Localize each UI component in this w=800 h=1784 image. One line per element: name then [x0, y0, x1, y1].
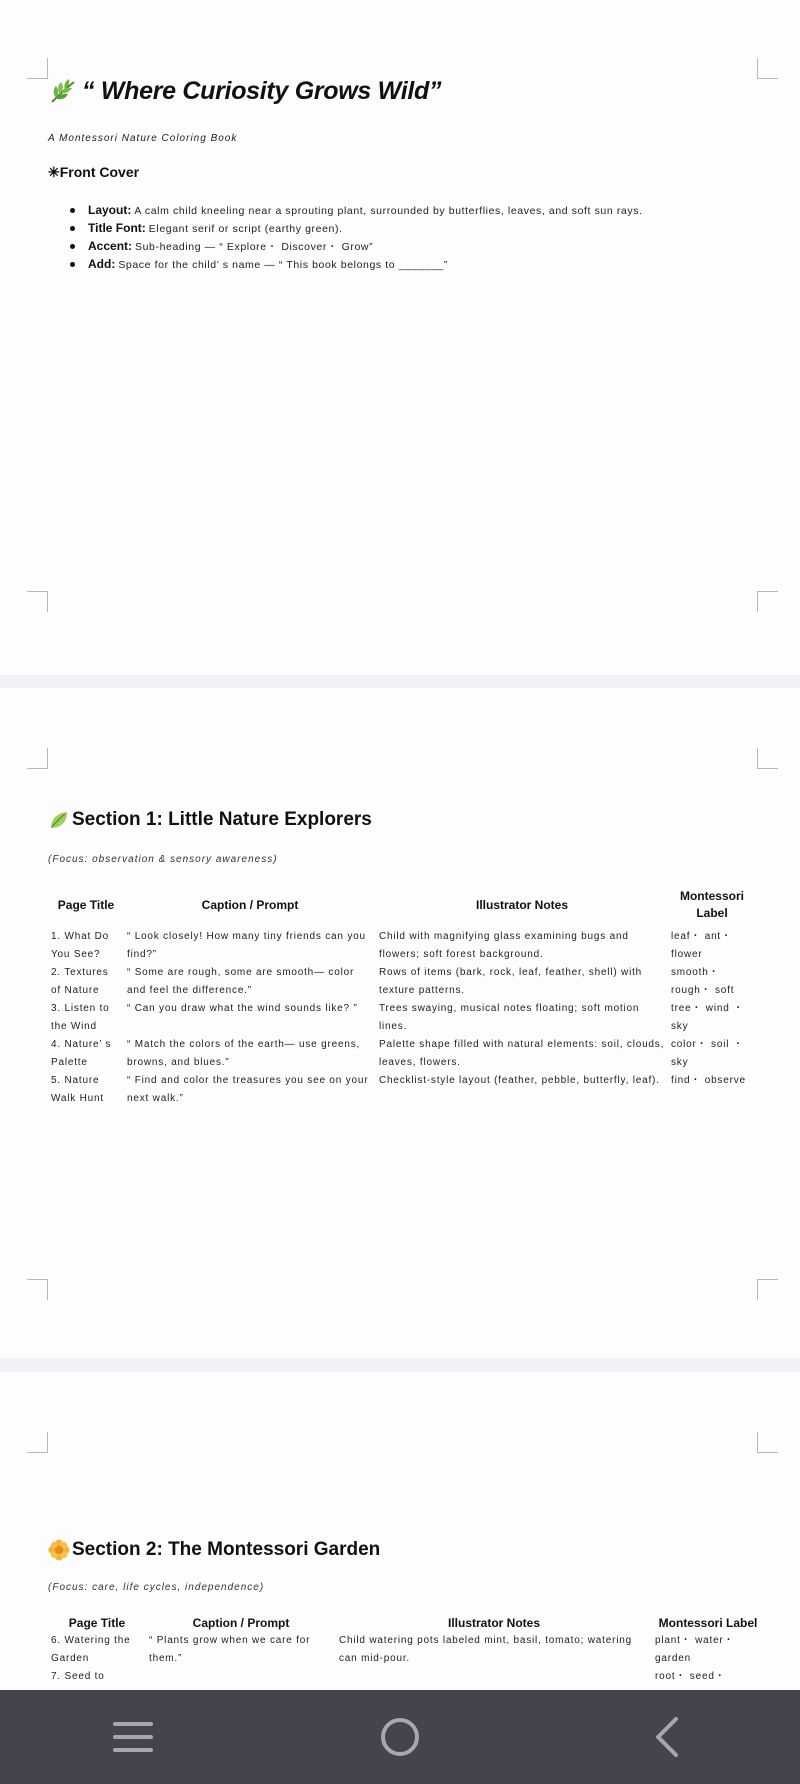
home-icon [378, 1715, 422, 1759]
margin-mark [27, 748, 48, 769]
table-cell: find・ observe [671, 1075, 746, 1086]
document-page-3 [0, 1372, 800, 1692]
table-cell: 3. Listen to the Wind [51, 1003, 110, 1032]
blossom-icon [48, 1539, 70, 1561]
list-item-key: Title Font: [88, 221, 146, 235]
table-row [48, 1072, 756, 1108]
list-item-text: A calm child kneeling near a sprouting plant, surrounded by butterflies, leaves, and soft sun rays. [134, 205, 643, 217]
table-cell: root・ seed・ [655, 1671, 726, 1682]
table-row [48, 1000, 756, 1036]
margin-mark [757, 1432, 778, 1453]
table-cell: 7. Seed to [51, 1671, 105, 1682]
document-page-1 [0, 0, 800, 675]
column-header: Illustrator Notes [475, 897, 568, 912]
table-row [48, 1668, 764, 1686]
list-item [68, 219, 643, 237]
column-header: Caption / Prompt [201, 897, 299, 912]
column-header: Caption / Prompt [192, 1616, 290, 1630]
table-cell: “ Find and color the treasures you see on your next walk.” [127, 1075, 369, 1104]
list-item-key: Add: [88, 257, 116, 271]
table-cell: color・ soil ・ sky [671, 1039, 744, 1068]
table-row [48, 964, 756, 1000]
table-row [48, 1632, 764, 1668]
table-cell: “ Look closely! How many tiny friends can you find?” [127, 931, 366, 960]
table-cell: “ Some are rough, some are smooth— color and feel the difference.” [127, 967, 355, 996]
section-1-title: Section 1: Little Nature Explorers [72, 809, 372, 830]
table-row [48, 1036, 756, 1072]
table-cell: Trees swaying, musical notes floating; soft motion lines. [379, 1003, 640, 1032]
table-cell: Child watering pots labeled mint, basil, tomato; watering can mid-pour. [339, 1635, 632, 1664]
table-cell: smooth・ rough・ soft [671, 967, 735, 996]
table-cell: Rows of items (bark, rock, leaf, feather, shell) with texture patterns. [379, 967, 643, 996]
section-1-focus: (Focus: observation & sensory awareness) [48, 854, 278, 865]
section-1-table [48, 888, 756, 1108]
table-cell: Child with magnifying glass examining bugs and flowers; soft forest background. [379, 931, 629, 960]
front-cover-list [68, 201, 643, 273]
margin-mark [757, 58, 778, 79]
back-chevron-icon [650, 1715, 684, 1759]
home-button[interactable] [370, 1707, 430, 1767]
table-cell [146, 1668, 336, 1686]
table-cell [336, 1668, 652, 1686]
list-item-key: Layout: [88, 203, 132, 217]
margin-mark [757, 748, 778, 769]
table-cell: “ Can you draw what the wind sounds like? ” [127, 1003, 358, 1014]
table-row [48, 928, 756, 964]
column-header: Page Title [68, 1616, 126, 1630]
list-item-text: Elegant serif or script (earthy green). [148, 223, 343, 235]
margin-mark [27, 1432, 48, 1453]
table-cell: 4. Nature’ s Palette [51, 1039, 112, 1068]
document-page-2 [0, 688, 800, 1358]
herb-icon [48, 76, 78, 106]
back-button[interactable] [637, 1707, 697, 1767]
list-item-key: Accent: [88, 239, 133, 253]
table-header-row [48, 888, 756, 928]
margin-mark [27, 58, 48, 79]
table-cell: plant・ water・ garden [655, 1635, 735, 1664]
table-cell: “ Plants grow when we care for them.” [149, 1635, 311, 1664]
list-item [68, 201, 643, 219]
margin-mark [27, 1279, 48, 1300]
table-cell: 5. Nature Walk Hunt [51, 1075, 104, 1104]
menu-icon [111, 1717, 155, 1757]
table-cell: leaf・ ant・ flower [671, 931, 732, 960]
section-2-table [48, 1615, 764, 1686]
table-cell: 6. Watering the Garden [51, 1635, 131, 1664]
column-header: Montessori Label [658, 1616, 758, 1630]
margin-mark [757, 591, 778, 612]
list-item-text: Sub-heading — “ Explore・ Discover・ Grow” [135, 241, 374, 253]
table-cell: Palette shape filled with natural elements: soil, clouds, leaves, flowers. [379, 1039, 665, 1068]
front-cover-heading: ✳Front Cover [48, 164, 140, 180]
leaf-icon [48, 809, 70, 831]
table-cell: tree・ wind ・ sky [671, 1003, 744, 1032]
list-item-text: Space for the child’ s name — “ This book belongs to _______” [118, 259, 448, 271]
section-2-heading [48, 1539, 380, 1561]
table-header-row [48, 1615, 764, 1632]
table-cell: “ Match the colors of the earth— use greens, browns, and blues.” [127, 1039, 361, 1068]
list-item [68, 255, 643, 273]
menu-button[interactable] [103, 1707, 163, 1767]
section-1-heading [48, 809, 372, 831]
section-2-title: Section 2: The Montessori Garden [72, 1539, 381, 1560]
margin-mark [27, 591, 48, 612]
section-2-focus: (Focus: care, life cycles, independence) [48, 1582, 265, 1593]
list-item [68, 237, 643, 255]
column-header: Page Title [57, 897, 115, 912]
table-cell: 1. What Do You See? [51, 931, 110, 960]
column-header: Illustrator Notes [447, 1616, 540, 1630]
document-subtitle: A Montessori Nature Coloring Book [48, 133, 238, 144]
document-title-text: “ Where Curiosity Grows Wild” [82, 76, 442, 105]
margin-mark [757, 1279, 778, 1300]
system-navigation-bar [0, 1690, 800, 1784]
table-cell: 2. Textures of Nature [51, 967, 109, 996]
document-title [48, 76, 441, 106]
column-header: Montessori Label [679, 889, 744, 920]
table-cell: Checklist-style layout (feather, pebble, butterfly, leaf). [379, 1075, 660, 1086]
